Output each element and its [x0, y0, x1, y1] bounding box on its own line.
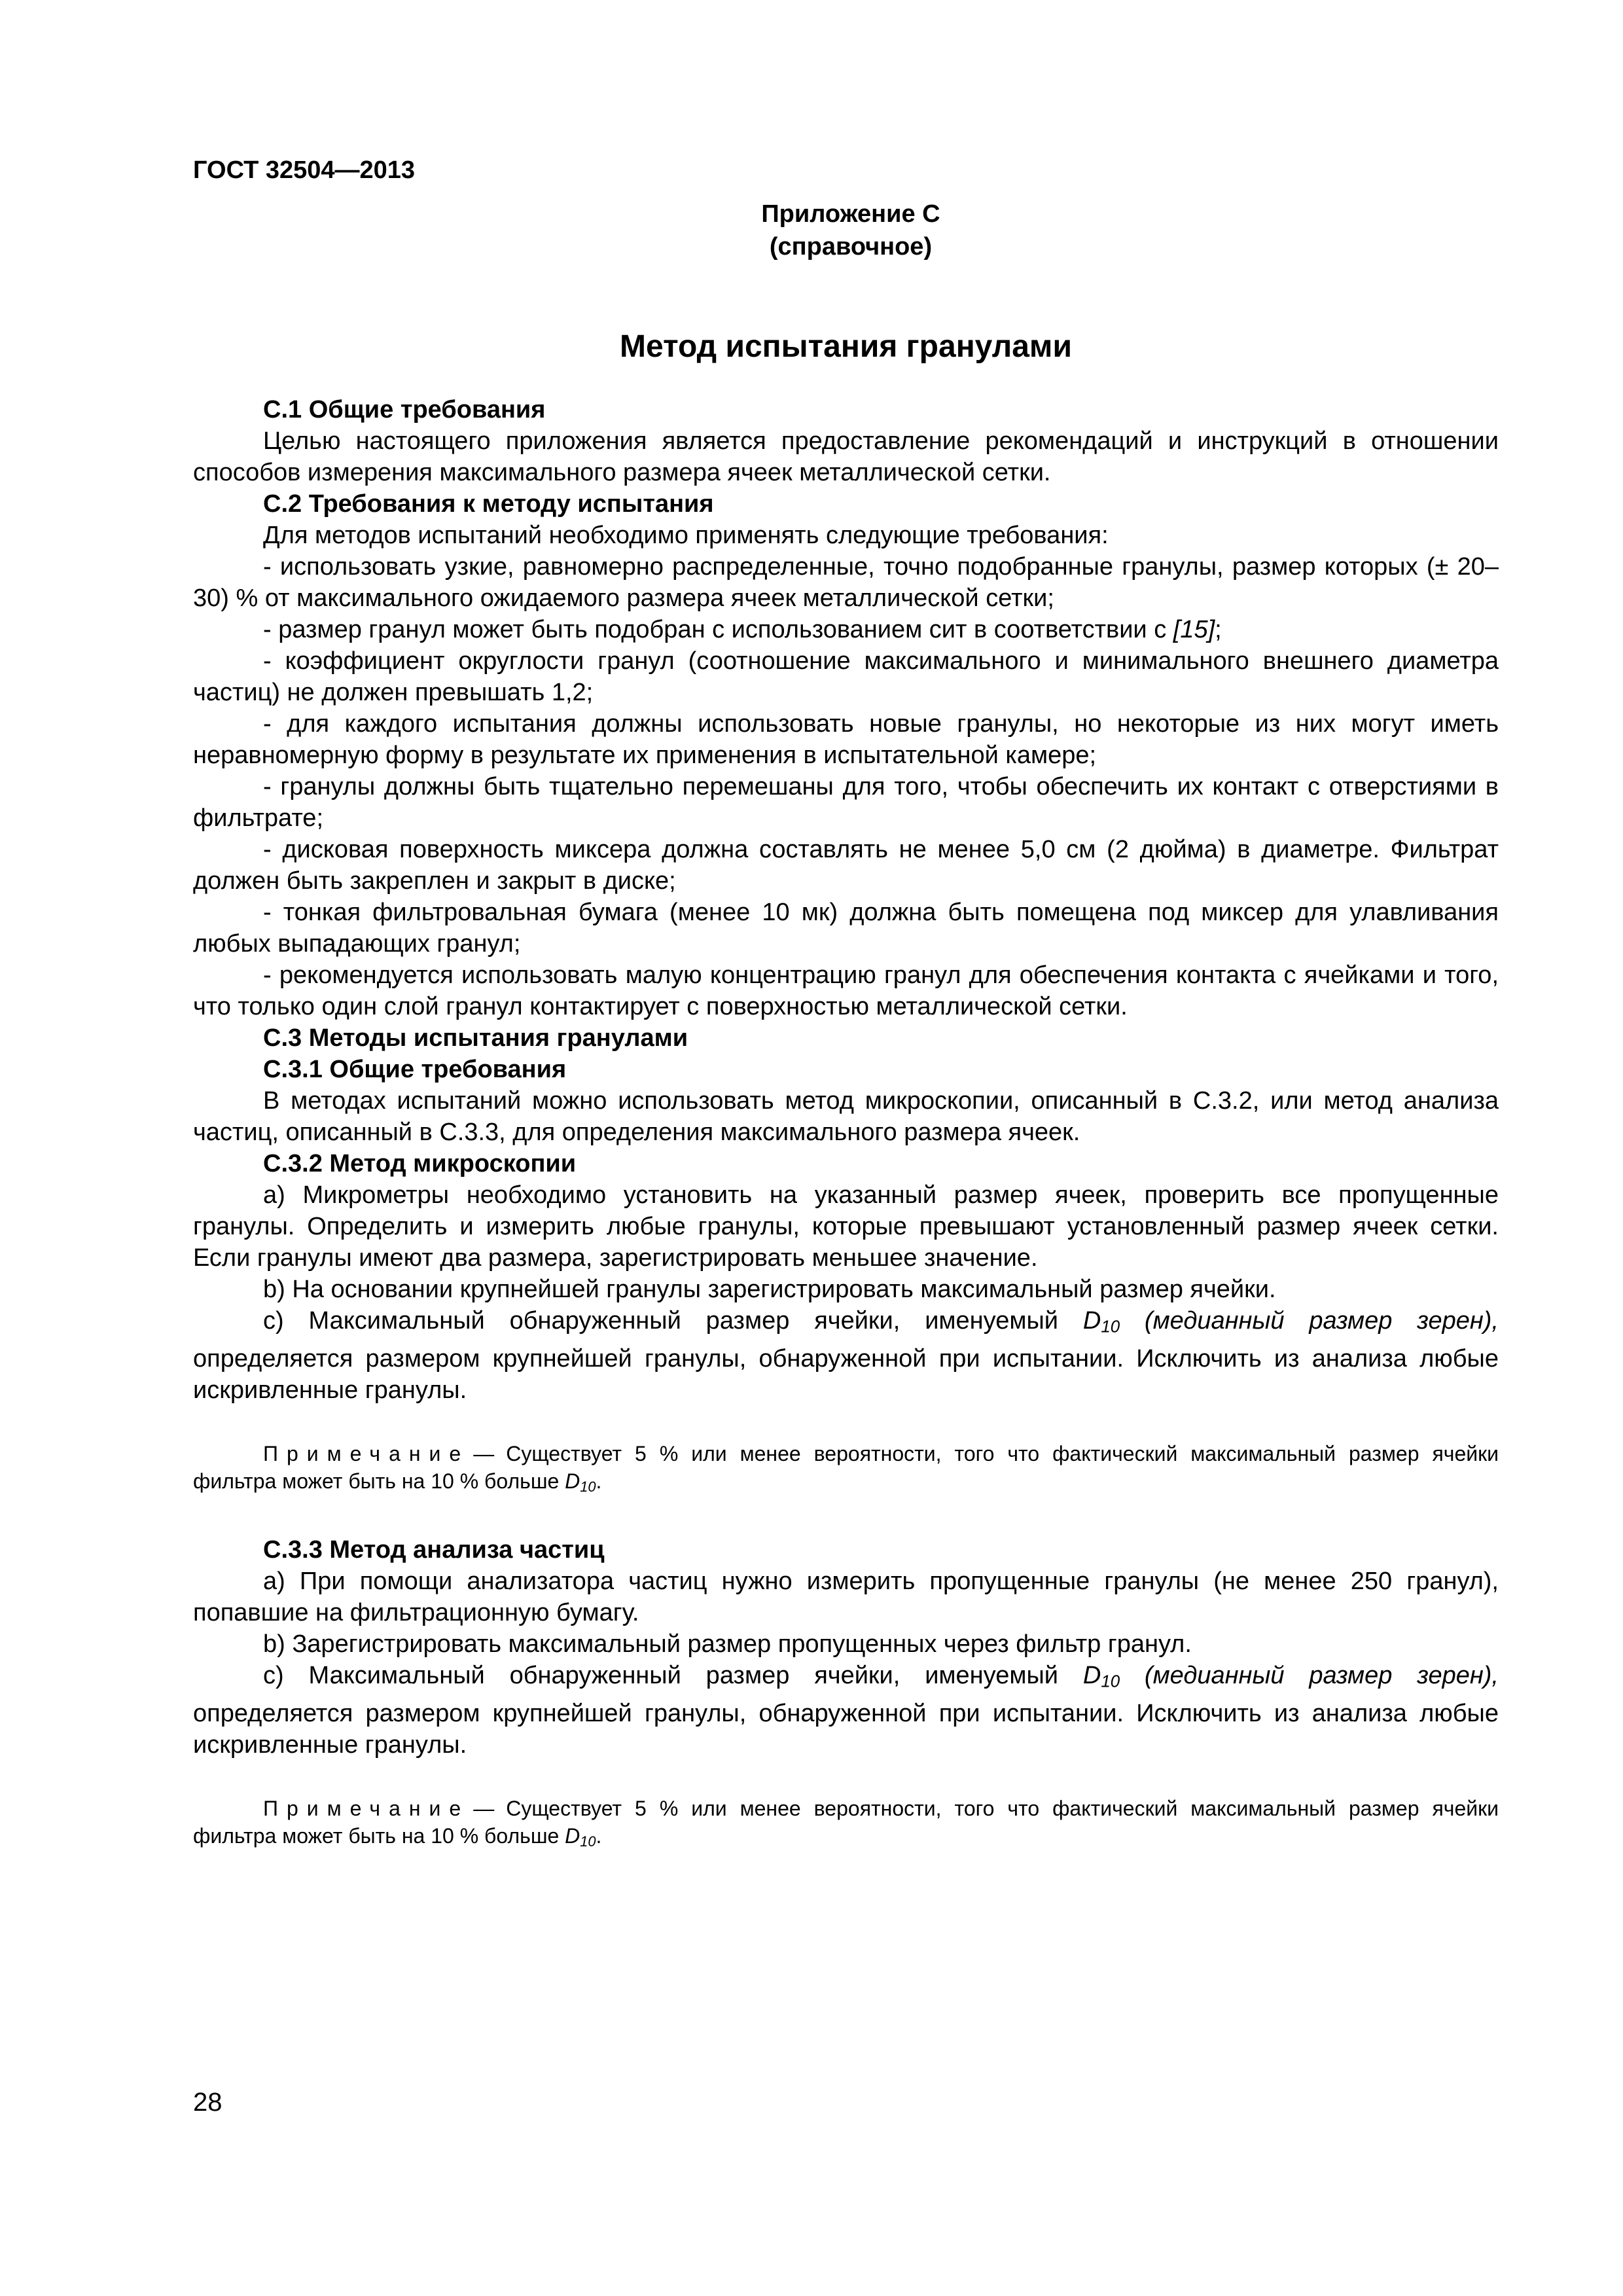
- d10-symbol: [1082, 1662, 1120, 1692]
- section-heading-c2: С.2 Требования к методу испытания: [263, 490, 714, 518]
- requirement-item: - рекомендуется использовать малую концентрацию гранул для обеспечения контакта с ячейками и того, что только один слой гранул контактирует с поверхностью металлической сетки.: [193, 961, 1499, 1020]
- document-body: [193, 394, 1499, 1890]
- d10-symbol: [565, 1824, 596, 1848]
- symbol-subscript: 10: [580, 1833, 596, 1850]
- requirement-item: - дисковая поверхность миксера должна составлять не менее 5,0 см (2 дюйма) в диаметре. Фильтрат должен быть закреплен и закрыт в диске;: [193, 836, 1499, 895]
- paragraph-c32-c: [193, 1305, 1499, 1406]
- requirement-item: - для каждого испытания должны использовать новые гранулы, но некоторые из них могут иметь неравномерную форму в результате их применения в испытательной камере;: [193, 710, 1499, 769]
- reference-link[interactable]: [15]: [1173, 616, 1215, 643]
- annex-title: Приложение С: [761, 200, 940, 228]
- paragraph-text: с) Максимальный обнаруженный размер ячейки, именуемый: [263, 1662, 1083, 1690]
- annex-heading: [654, 198, 1047, 263]
- paragraph-text: определяется размером крупнейшей гранулы, обнаруженной при испытании. Исключить из анализа любые искривленные гранулы.: [193, 1344, 1499, 1404]
- paragraph-italic: (медианный размер зерен),: [1120, 1662, 1499, 1690]
- d10-symbol: [565, 1469, 596, 1493]
- note-dash: —: [473, 1797, 495, 1821]
- note-label: Примечание: [263, 1797, 470, 1821]
- symbol-subscript: 10: [1101, 1673, 1120, 1692]
- symbol-base: D: [565, 1469, 580, 1493]
- paragraph-c2-intro: Для методов испытаний необходимо применять следующие требования:: [263, 522, 1109, 549]
- note-dash: —: [473, 1441, 495, 1465]
- paragraph-c32-b: b) На основании крупнейшей гранулы зарегистрировать максимальный размер ячейки.: [263, 1276, 1276, 1303]
- paragraph-text: с) Максимальный обнаруженный размер ячейки, именуемый: [263, 1307, 1083, 1335]
- requirement-item: - использовать узкие, равномерно распределенные, точно подобранные гранулы, размер которых (± 20–30) % от максимального ожидаемого размера ячеек металлической сетки;: [193, 553, 1499, 612]
- paragraph-c32-a: а) Микрометры необходимо установить на указанный размер ячеек, проверить все пропущенные гранулы. Определить и измерить любые гранулы, которые превышают установленный размер ячеек сетки. Если гранулы имеют два размера, зарегистрировать меньшее значение.: [193, 1181, 1499, 1272]
- standard-code: ГОСТ 32504—2013: [193, 156, 416, 184]
- note-text: Существует 5 % или менее вероятности, того что фактический максимальный размер ячейки фильтра может быть на 10 % больше: [193, 1797, 1499, 1848]
- note-end: .: [596, 1469, 602, 1493]
- annex-type: (справочное): [769, 233, 933, 260]
- paragraph-c33-c: [193, 1660, 1499, 1761]
- reference-tail: ;: [1215, 616, 1222, 643]
- note-text: Существует 5 % или менее вероятности, того что фактический максимальный размер ячейки фильтра может быть на 10 % больше: [193, 1441, 1499, 1493]
- paragraph-italic: (медианный размер зерен),: [1120, 1307, 1499, 1335]
- symbol-subscript: 10: [580, 1478, 596, 1495]
- note-label: Примечание: [263, 1441, 470, 1465]
- symbol-subscript: 10: [1101, 1318, 1120, 1336]
- section-heading-c3: С.3 Методы испытания гранулами: [263, 1024, 688, 1052]
- section-heading-c1: С.1 Общие требования: [263, 396, 546, 423]
- section-heading-c31: С.3.1 Общие требования: [263, 1056, 567, 1083]
- section-heading-c32: С.3.2 Метод микроскопии: [263, 1150, 577, 1177]
- symbol-base: D: [1082, 1307, 1101, 1335]
- symbol-base: D: [565, 1824, 580, 1848]
- symbol-base: D: [1082, 1662, 1101, 1690]
- d10-symbol: [1083, 1307, 1120, 1335]
- section-heading-c33: С.3.3 Метод анализа частиц: [263, 1536, 605, 1564]
- requirement-item: - гранулы должны быть тщательно перемешаны для того, чтобы обеспечить их контакт с отверстиями в фильтрате;: [193, 773, 1499, 832]
- requirement-item: - тонкая фильтровальная бумага (менее 10 мк) должна быть помещена под миксер для улавливания любых выпадающих гранул;: [193, 899, 1499, 958]
- paragraph-text: определяется размером крупнейшей гранулы, обнаруженной при испытании. Исключить из анализа любые искривленные гранулы.: [193, 1700, 1499, 1759]
- paragraph-c1: Целью настоящего приложения является предоставление рекомендаций и инструкций в отношении способов измерения максимального размера ячеек металлической сетки.: [193, 427, 1499, 486]
- requirement-item: - коэффициент округлости гранул (соотношение максимального и минимального внешнего диаметра частиц) не должен превышать 1,2;: [193, 647, 1499, 706]
- note: [193, 1795, 1499, 1856]
- requirement-item: [193, 614, 1499, 645]
- page-number: 28: [193, 2088, 223, 2117]
- paragraph-c33-b: b) Зарегистрировать максимальный размер пропущенных через фильтр гранул.: [263, 1630, 1192, 1659]
- page-title: Метод испытания гранулами: [620, 329, 1072, 364]
- note: [193, 1440, 1499, 1501]
- note-end: .: [596, 1824, 602, 1848]
- paragraph-c33-a: а) При помощи анализатора частиц нужно измерить пропущенные гранулы (не менее 250 гранул), попавшие на фильтрационную бумагу.: [193, 1568, 1499, 1627]
- requirement-text: - размер гранул может быть подобран с использованием сит в соответствии с: [263, 616, 1167, 643]
- paragraph-c31: В методах испытаний можно использовать метод микроскопии, описанный в С.3.2, или метод анализа частиц, описанный в С.3.3, для определения максимального размера ячеек.: [193, 1087, 1499, 1146]
